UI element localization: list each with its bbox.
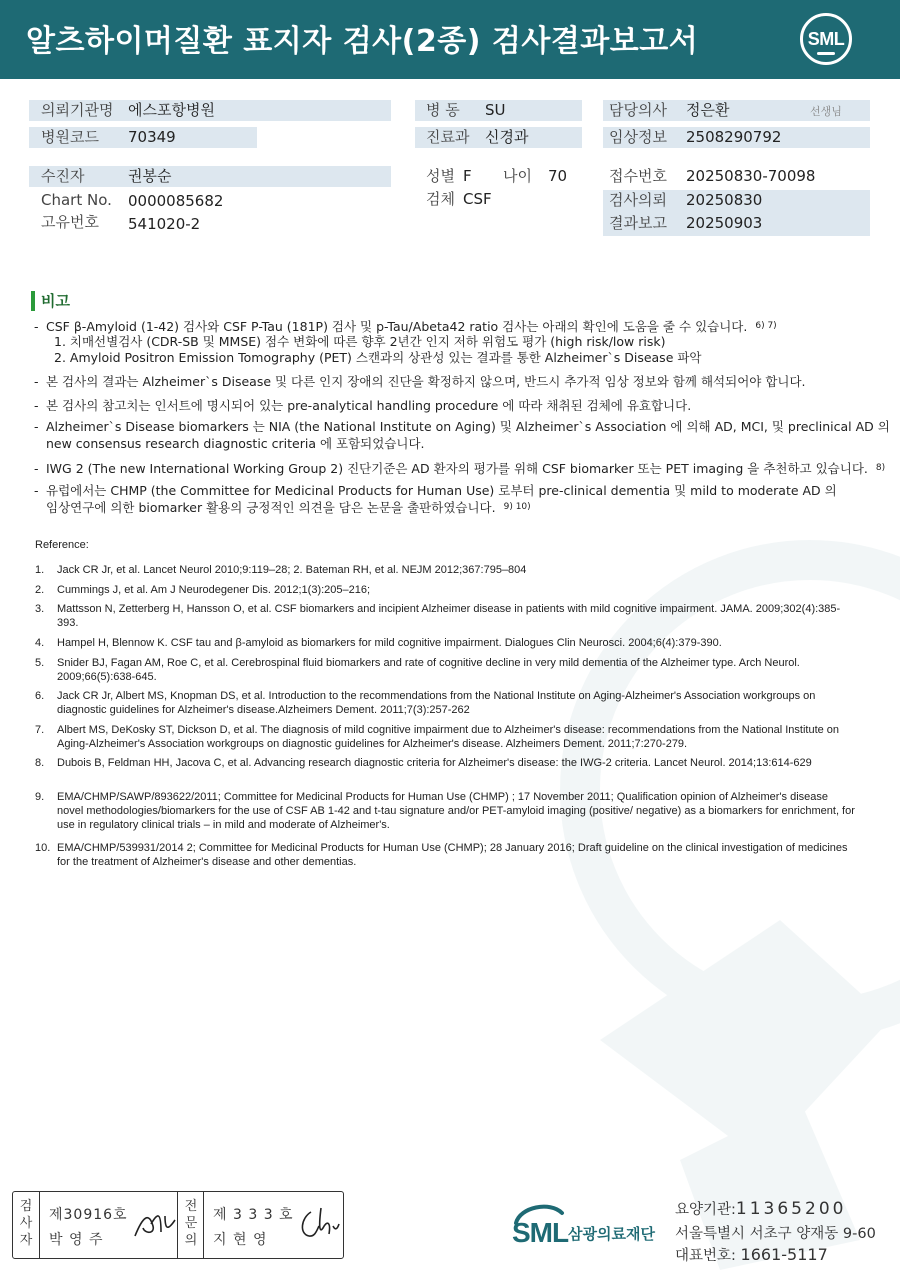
- specialist-label: [180, 1192, 202, 1258]
- remark-line: - 본 검사의 결과는 Alzheimer`s Disease 및 다른 인지 장애의 진단을 확정하지 않으며, 반드시 추가적 임상 정보와 함께 해석되어야 합니다.: [34, 374, 806, 389]
- care-code-label: 요양기관:: [675, 1202, 736, 1218]
- foundation-logo-text: SML: [512, 1217, 569, 1248]
- remark-line: 1. 치매선별검사 (CDR-SB 및 MMSE) 점수 변화에 따른 향후 2년간 인지 저하 위험도 평가 (high risk/low risk): [54, 334, 666, 349]
- sex-label: 성별: [426, 167, 455, 185]
- ward-value: SU: [485, 101, 506, 119]
- remark-footnote: 9) 10): [503, 502, 531, 512]
- request-date-label: 검사의뢰: [609, 191, 667, 209]
- specimen-label: 검체: [426, 190, 455, 208]
- sml-logo: SML: [800, 13, 852, 65]
- examiner-label: [15, 1192, 37, 1258]
- uid-label: 고유번호: [41, 213, 99, 231]
- phone-value: 1661-5117: [740, 1245, 828, 1264]
- examiner-number: 제30916호: [49, 1207, 128, 1223]
- phone: [675, 1244, 828, 1265]
- report-header: [0, 0, 900, 79]
- phone-label: 대표번호:: [675, 1248, 736, 1264]
- remark-line: 임상연구에 의한 biomarker 활용의 긍정적인 의견을 담은 논문을 출판하였습니다. $^{9) 10)}$: [46, 500, 531, 515]
- reference-item: 7. Albert MS, DeKosky ST, Dickson D, et al. The diagnosis of mild cognitive impairment due to Alzheimer's disease: recommendations from the National Institute on Aging-Alzheimer's Association workgroups on diagnostic guidelines for Alzheimer's disease. Alzheimers Dement. 2011;7:270-279.: [35, 724, 840, 750]
- receipt-value: 20250830-70098: [686, 167, 816, 185]
- remark-line: - 본 검사의 참고치는 인서트에 명시되어 있는 pre-analytical handling procedure 에 따라 채취된 검체에 유효합니다.: [34, 398, 692, 413]
- doctor-label: 담당의사: [609, 101, 667, 119]
- reference-item: 2. Cummings J, et al. Am J Neurodegener Dis. 2012;1(3):205–216;: [35, 584, 371, 596]
- examiner-name: 박 영 주: [49, 1232, 104, 1248]
- chart-label: Chart No.: [41, 191, 112, 209]
- care-code-value: 11365200: [735, 1199, 847, 1219]
- patient-label: 수진자: [41, 167, 85, 185]
- remark-line: new consensus research diagnostic criteria 에 포함되었습니다.: [46, 436, 425, 451]
- remark-footnote: 6) 7): [755, 321, 777, 331]
- reference-heading: Reference:: [35, 539, 89, 551]
- reference-item: 8. Dubois B, Feldman HH, Jacova C, et al. Advancing research diagnostic criteria for Alzheimer's disease: the IWG-2 criteria. Lancet Neurol. 2014;13:614-629: [35, 757, 812, 769]
- reference-item: 9. EMA/CHMP/SAWP/893622/2011; Committee for Medicinal Products for Human Use (CHMP) ; 17 November 2011; Qualification opinion of Alzheimer's disease novel methodologies/biomarkers for the use of CSF AB 1-42 and t-tau signature and/or PET-amyloid imaging (positive/ negative) as a biomarkers for enrichment, for use in regulatory clinical trials – in mild and moderate of Alzheimer's.: [35, 791, 855, 831]
- report-title: 알츠하이머질환 표지자 검사(2종) 검사결과보고서: [26, 24, 699, 59]
- ward-label: 병 동: [426, 101, 460, 119]
- age-value: 70: [548, 167, 568, 185]
- foundation-name: 삼광의료재단: [568, 1225, 655, 1243]
- clinical-label: 임상정보: [609, 128, 667, 146]
- specialist-number: 제 3 3 3 호: [213, 1207, 294, 1223]
- request-date-value: 20250830: [686, 191, 763, 209]
- specialist-label-text: 전문의: [184, 1199, 198, 1248]
- patient-value: 권봉순: [128, 167, 172, 185]
- uid-value: 541020-2: [128, 215, 201, 233]
- remark-line: - Alzheimer`s Disease biomarkers 는 NIA (the National Institute on Aging) 및 Alzheimer`s Association 에 의해 AD, MCI, 및 preclinical AD 의: [34, 419, 890, 434]
- specialist-signature: [295, 1204, 341, 1244]
- dept-value: 신경과: [485, 128, 529, 146]
- examiner-label-text: 검사자: [19, 1199, 33, 1248]
- examiner-signature: [131, 1206, 179, 1242]
- remark-line: - 유럽에서는 CHMP (the Committee for Medicinal Products for Human Use) 로부터 pre-clinical dementia 및 mild to moderate AD 의: [34, 483, 837, 498]
- remark-footnote: 8): [875, 463, 886, 473]
- reference-item: 3. Mattsson N, Zetterberg H, Hansson O, et al. CSF biomarkers and incipient Alzheimer disease in patients with mild cognitive impairment. JAMA. 2009;302(4):385-393.: [35, 603, 841, 629]
- remark-line: - CSF β-Amyloid (1-42) 검사와 CSF P-Tau (181P) 검사 및 p-Tau/Abeta42 ratio 검사는 아래의 확인에 도움을 줄 수 있습니다. $^{6) 7)}$: [34, 319, 777, 334]
- hospital-code-label: 병원코드: [41, 128, 99, 146]
- report-date-label: 결과보고: [609, 214, 667, 232]
- clinical-value: 2508290792: [686, 128, 782, 146]
- sex-value: F: [463, 167, 472, 185]
- report-date-value: 20250903: [686, 214, 763, 232]
- dept-label: 진료과: [426, 128, 470, 146]
- request-org-label: 의뢰기관명: [41, 101, 114, 119]
- reference-item: 4. Hampel H, Blennow K. CSF tau and β-amyloid as biomarkers for mild cognitive impairment. Dialogues Clin Neurosci. 2004;6(4):379-390.: [35, 637, 722, 649]
- specimen-value: CSF: [463, 190, 492, 208]
- hospital-code-value: 70349: [128, 128, 176, 146]
- reference-item: 5. Snider BJ, Fagan AM, Roe C, et al. Cerebrospinal fluid biomarkers and rate of cognitive decline in very mild dementia of the Alzheimer type. Arch Neurol. 2009;66(5):638-645.: [35, 657, 800, 683]
- age-label: 나이: [503, 167, 532, 185]
- remark-line: 2. Amyloid Positron Emission Tomography (PET) 스캔과의 상관성 있는 결과를 통한 Alzheimer`s Disease 파악: [54, 350, 702, 365]
- specialist-name: 지 현 영: [213, 1232, 268, 1248]
- signature-box: [12, 1191, 344, 1259]
- reference-item: 6. Jack CR Jr, Albert MS, Knopman DS, et al. Introduction to the recommendations from the National Institute on Aging-Alzheimer's Association workgroups on diagnostic guidelines for Alzheimer's disease.Alzheimers Dement. 2011;7(3):257-262: [35, 690, 816, 716]
- care-code: [675, 1198, 846, 1219]
- remark-line: - IWG 2 (The new International Working Group 2) 진단기준은 AD 환자의 평가를 위해 CSF biomarker 또는 PET imaging 을 추천하고 있습니다. $^{8)}$: [34, 461, 886, 476]
- reference-item: 1. Jack CR Jr, et al. Lancet Neurol 2010;9:119–28; 2. Bateman RH, et al. NEJM 2012;367:795–804: [35, 564, 527, 576]
- doctor-value: 정은환: [686, 101, 730, 119]
- address: 서울특별시 서초구 양재동 9-60: [675, 1226, 876, 1242]
- foundation-logo: [510, 1201, 660, 1257]
- receipt-label: 접수번호: [609, 167, 667, 185]
- remarks-title: 비고: [31, 291, 70, 311]
- chart-value: 0000085682: [128, 192, 224, 210]
- request-org-value: 에스포항병원: [128, 101, 215, 119]
- reference-item: 10. EMA/CHMP/539931/2014 2; Committee for Medicinal Products for Human Use (CHMP); 28 January 2016; Draft guideline on the clinical investigation of medicines for the treatment of Alzheimer's disease and other dementias.: [35, 842, 848, 868]
- doctor-suffix: 선생님: [810, 105, 842, 118]
